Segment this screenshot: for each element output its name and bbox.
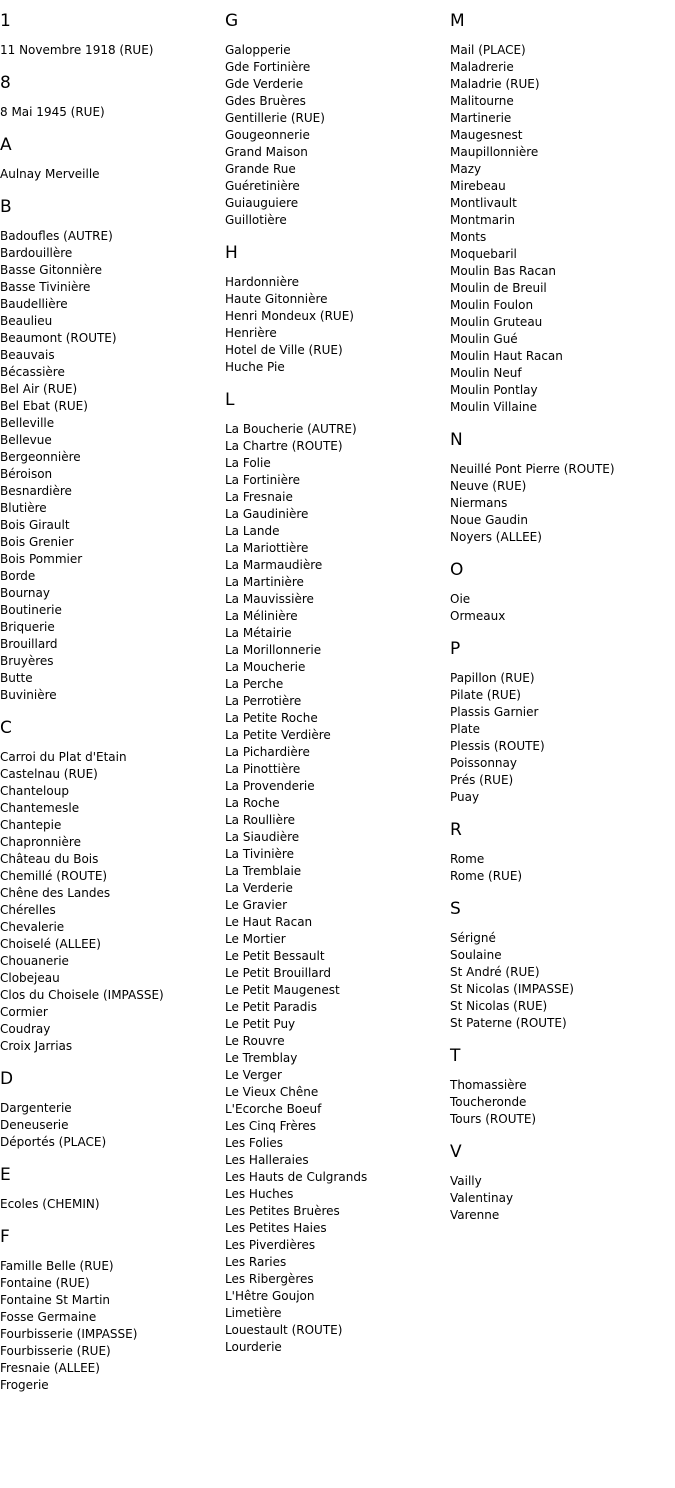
street-link[interactable]: Fourbisserie (RUE) [0, 1344, 111, 1358]
letter-group [0, 11, 225, 59]
street-link[interactable]: Badoufles (AUTRE) [0, 229, 113, 243]
street-link[interactable]: Galopperie [225, 43, 291, 57]
street-link[interactable]: Noue Gaudin [450, 513, 528, 527]
street-link[interactable]: Thomassière [450, 1078, 527, 1092]
letter-heading: B [0, 197, 12, 217]
street-list [0, 749, 225, 1055]
street-link[interactable]: La Mauvissière [225, 592, 314, 606]
street-link[interactable]: Haute Gitonnière [225, 292, 328, 306]
letter-group [0, 718, 225, 1055]
letter-group [450, 11, 675, 416]
street-link[interactable]: La Roche [225, 796, 280, 810]
street-link[interactable]: Beaulieu [0, 314, 53, 328]
street-link[interactable]: Moulin Pontlay [450, 383, 538, 397]
street-link[interactable]: St André (RUE) [450, 965, 540, 979]
letter-heading: S [450, 899, 461, 919]
letter-group [0, 1227, 225, 1394]
street-link[interactable]: La Gaudinière [225, 507, 309, 521]
street-link[interactable]: Henri Mondeux (RUE) [225, 309, 354, 323]
street-link[interactable]: 8 Mai 1945 (RUE) [0, 105, 105, 119]
street-link[interactable]: Plate [450, 722, 481, 736]
street-link[interactable]: La Petite Verdière [225, 728, 331, 742]
street-link[interactable]: Varenne [450, 1208, 500, 1222]
street-link[interactable]: L'Hêtre Goujon [225, 1289, 315, 1303]
street-link[interactable]: Baudellière [0, 297, 68, 311]
street-link[interactable]: Guillotière [225, 213, 287, 227]
letter-heading: 8 [0, 73, 11, 93]
street-link[interactable]: Choiselé (ALLEE) [0, 937, 101, 951]
street-link[interactable]: Bécassière [0, 365, 65, 379]
street-link[interactable]: La Perche [225, 677, 284, 691]
street-link[interactable]: Poissonnay [450, 756, 517, 770]
street-link[interactable]: Frogerie [0, 1378, 49, 1392]
street-link[interactable]: Basse Gitonnière [0, 263, 102, 277]
letter-heading: 1 [0, 11, 11, 31]
letter-group [225, 243, 450, 376]
letter-heading: O [450, 560, 464, 580]
street-link[interactable]: Le Vieux Chêne [225, 1085, 319, 1099]
street-link[interactable]: St Paterne (ROUTE) [450, 1016, 567, 1030]
street-link[interactable]: Moulin Bas Racan [450, 264, 557, 278]
letter-heading: R [450, 820, 462, 840]
street-link[interactable]: Gde Fortinière [225, 60, 311, 74]
street-link[interactable]: Deneuserie [0, 1118, 69, 1132]
letter-group [450, 899, 675, 1032]
street-link[interactable]: St Nicolas (RUE) [450, 999, 548, 1013]
street-list [450, 1173, 675, 1224]
street-list [450, 461, 675, 546]
street-list [225, 421, 450, 1356]
street-link[interactable]: Montlivault [450, 196, 517, 210]
street-link[interactable]: Déportés (PLACE) [0, 1135, 107, 1149]
letter-heading: F [0, 1227, 10, 1247]
street-link[interactable]: Bournay [0, 586, 50, 600]
street-list [0, 104, 225, 121]
street-link[interactable]: Les Huches [225, 1187, 294, 1201]
street-link[interactable]: Mazy [450, 162, 482, 176]
street-link[interactable]: Le Petit Maugenest [225, 983, 340, 997]
street-link[interactable]: Le Petit Bessault [225, 949, 325, 963]
letter-group [225, 390, 450, 1356]
letter-group [0, 73, 225, 121]
street-link[interactable]: La Fortinière [225, 473, 301, 487]
street-link[interactable]: Famille Belle (RUE) [0, 1259, 114, 1273]
street-link[interactable]: Bergeonnière [0, 450, 81, 464]
street-link[interactable]: La Tivinière [225, 847, 294, 861]
street-link[interactable]: Besnardière [0, 484, 72, 498]
street-list [450, 930, 675, 1032]
street-link[interactable]: Rome (RUE) [450, 869, 523, 883]
street-link[interactable]: Neuve (RUE) [450, 479, 527, 493]
street-link[interactable]: Guéretinière [225, 179, 300, 193]
street-link[interactable]: Gde Verderie [225, 77, 304, 91]
street-link[interactable]: Ecoles (CHEMIN) [0, 1197, 100, 1211]
street-link[interactable]: Le Haut Racan [225, 915, 313, 929]
street-link[interactable]: La Martinière [225, 575, 304, 589]
street-link[interactable]: Lourderie [225, 1340, 282, 1354]
street-link[interactable]: Brouillard [0, 637, 58, 651]
street-list [450, 42, 675, 416]
street-link[interactable]: Huche Pie [225, 360, 285, 374]
street-link[interactable]: Fosse Germaine [0, 1310, 97, 1324]
letter-heading: T [450, 1046, 461, 1066]
street-link[interactable]: Maladrie (RUE) [450, 77, 540, 91]
street-list [0, 166, 225, 183]
street-list [0, 1100, 225, 1151]
street-link[interactable]: Mirebeau [450, 179, 506, 193]
street-link[interactable]: Fresnaie (ALLEE) [0, 1361, 100, 1375]
street-link[interactable]: Les Petites Haies [225, 1221, 327, 1235]
street-list [0, 1196, 225, 1213]
street-link[interactable]: Limetière [225, 1306, 282, 1320]
street-link[interactable]: Noyers (ALLEE) [450, 530, 542, 544]
street-link[interactable]: Guiauguiere [225, 196, 299, 210]
street-link[interactable]: Moulin Villaine [450, 400, 538, 414]
street-link[interactable]: Pilate (RUE) [450, 688, 521, 702]
street-link[interactable]: Bellevue [0, 433, 52, 447]
street-link[interactable]: 11 Novembre 1918 (RUE) [0, 43, 154, 57]
street-index-column-1 [0, 11, 225, 1408]
street-link[interactable]: Bois Pommier [0, 552, 83, 566]
street-link[interactable]: Cormier [0, 1005, 48, 1019]
street-link[interactable]: Maugesnest [450, 128, 523, 142]
letter-heading: C [0, 718, 12, 738]
letter-heading: L [225, 390, 235, 410]
street-link[interactable]: Rome [450, 852, 485, 866]
street-link[interactable]: Bois Grenier [0, 535, 74, 549]
street-link[interactable]: Maladrerie [450, 60, 514, 74]
street-link[interactable]: Aulnay Merveille [0, 167, 100, 181]
street-link[interactable]: Hotel de Ville (RUE) [225, 343, 343, 357]
street-link[interactable]: Martinerie [450, 111, 512, 125]
street-link[interactable]: Valentinay [450, 1191, 514, 1205]
street-link[interactable]: Fontaine (RUE) [0, 1276, 90, 1290]
street-list [450, 1077, 675, 1128]
street-link[interactable]: Sérigné [450, 931, 496, 945]
street-link[interactable]: Les Ribergères [225, 1272, 314, 1286]
street-link[interactable]: Les Folies [225, 1136, 284, 1150]
street-link[interactable]: La Pinottière [225, 762, 301, 776]
street-link[interactable]: Le Mortier [225, 932, 286, 946]
street-link[interactable]: Hardonnière [225, 275, 300, 289]
street-link[interactable]: Carroi du Plat d'Etain [0, 750, 127, 764]
street-link[interactable]: Plassis Garnier [450, 705, 539, 719]
street-list [450, 591, 675, 625]
street-link[interactable]: Fontaine St Martin [0, 1293, 111, 1307]
street-list [225, 274, 450, 376]
street-link[interactable]: Chemillé (ROUTE) [0, 869, 108, 883]
street-link[interactable]: Chêne des Landes [0, 886, 111, 900]
letter-heading: M [450, 11, 465, 31]
street-link[interactable]: Neuillé Pont Pierre (ROUTE) [450, 462, 615, 476]
street-link[interactable]: Buvinière [0, 688, 57, 702]
letter-heading: D [0, 1069, 14, 1089]
street-link[interactable]: Boutinerie [0, 603, 62, 617]
street-link[interactable]: Basse Tivinière [0, 280, 91, 294]
street-link[interactable]: La Perrotière [225, 694, 302, 708]
street-link[interactable]: La Verderie [225, 881, 293, 895]
street-link[interactable]: Les Petites Bruères [225, 1204, 340, 1218]
letter-group [450, 820, 675, 885]
street-link[interactable]: Moulin Neuf [450, 366, 522, 380]
street-link[interactable]: La Marmaudière [225, 558, 323, 572]
street-link[interactable]: La Moucherie [225, 660, 306, 674]
street-link[interactable]: Papillon (RUE) [450, 671, 535, 685]
street-link[interactable]: Gentillerie (RUE) [225, 111, 325, 125]
street-link[interactable]: Beauvais [0, 348, 55, 362]
street-link[interactable]: Borde [0, 569, 36, 583]
street-link[interactable]: Les Halleraies [225, 1153, 309, 1167]
street-link[interactable]: La Mariottière [225, 541, 309, 555]
street-link[interactable]: La Pichardière [225, 745, 310, 759]
street-link[interactable]: Le Verger [225, 1068, 282, 1082]
street-link[interactable]: Gougeonnerie [225, 128, 310, 142]
letter-group [450, 1142, 675, 1224]
letter-heading: A [0, 135, 12, 155]
letter-heading: V [450, 1142, 462, 1162]
street-link[interactable]: Oie [450, 592, 471, 606]
street-link[interactable]: Soulaine [450, 948, 502, 962]
street-index-column-2 [225, 11, 450, 1370]
street-link[interactable]: La Chartre (ROUTE) [225, 439, 343, 453]
street-link[interactable]: Toucheronde [450, 1095, 527, 1109]
street-link[interactable]: Ormeaux [450, 609, 506, 623]
street-link[interactable]: Belleville [0, 416, 55, 430]
street-link[interactable]: Béroison [0, 467, 53, 481]
street-list [450, 851, 675, 885]
letter-heading: G [225, 11, 239, 31]
letter-group [0, 197, 225, 704]
street-link[interactable]: La Provenderie [225, 779, 315, 793]
street-link[interactable]: La Morillonnerie [225, 643, 322, 657]
street-link[interactable]: La Siaudière [225, 830, 300, 844]
street-link[interactable]: La Petite Roche [225, 711, 318, 725]
street-link[interactable]: Monts [450, 230, 487, 244]
street-link[interactable]: Niermans [450, 496, 508, 510]
street-link[interactable]: Grand Maison [225, 145, 308, 159]
street-link[interactable]: Mail (PLACE) [450, 43, 526, 57]
street-link[interactable]: La Lande [225, 524, 280, 538]
street-link[interactable]: Moulin Gruteau [450, 315, 543, 329]
street-link[interactable]: L'Ecorche Boeuf [225, 1102, 322, 1116]
street-link[interactable]: Le Gravier [225, 898, 288, 912]
street-link[interactable]: La Boucherie (AUTRE) [225, 422, 357, 436]
street-list [0, 42, 225, 59]
street-link[interactable]: Chantemesle [0, 801, 80, 815]
letter-heading: N [450, 430, 463, 450]
letter-group [0, 1069, 225, 1151]
street-link[interactable]: Les Hauts de Culgrands [225, 1170, 368, 1184]
street-index-column-3 [450, 11, 675, 1238]
street-link[interactable]: Gdes Bruères [225, 94, 306, 108]
street-link[interactable]: Chérelles [0, 903, 56, 917]
street-link[interactable]: Vailly [450, 1174, 482, 1188]
street-link[interactable]: Puay [450, 790, 480, 804]
street-link[interactable]: La Fresnaie [225, 490, 293, 504]
street-link[interactable]: Castelnau (RUE) [0, 767, 98, 781]
letter-group [450, 639, 675, 806]
street-link[interactable]: Beaumont (ROUTE) [0, 331, 117, 345]
street-link[interactable]: Le Rouvre [225, 1034, 285, 1048]
letter-group [0, 135, 225, 183]
letter-group [225, 11, 450, 229]
street-link[interactable]: Moulin Gué [450, 332, 518, 346]
street-link[interactable]: Croix Jarrias [0, 1039, 73, 1053]
street-link[interactable]: Moulin Foulon [450, 298, 534, 312]
street-link[interactable]: Tours (ROUTE) [450, 1112, 537, 1126]
letter-heading: P [450, 639, 461, 659]
street-link[interactable]: Montmarin [450, 213, 515, 227]
street-link[interactable]: Les Piverdières [225, 1238, 316, 1252]
street-link[interactable]: Chapronnière [0, 835, 81, 849]
street-link[interactable]: Louestault (ROUTE) [225, 1323, 343, 1337]
letter-group [0, 1165, 225, 1213]
street-link[interactable]: Dargenterie [0, 1101, 72, 1115]
letter-heading: H [225, 243, 238, 263]
street-link[interactable]: Le Petit Brouillard [225, 966, 331, 980]
street-link[interactable]: Clos du Choisele (IMPASSE) [0, 988, 164, 1002]
street-link[interactable]: Bel Ebat (RUE) [0, 399, 88, 413]
street-link[interactable]: St Nicolas (IMPASSE) [450, 982, 574, 996]
street-list [0, 228, 225, 704]
street-link[interactable]: Chevalerie [0, 920, 65, 934]
street-link[interactable]: Chouanerie [0, 954, 69, 968]
letter-group [450, 1046, 675, 1128]
street-link[interactable]: Butte [0, 671, 33, 685]
street-link[interactable]: Plessis (ROUTE) [450, 739, 545, 753]
street-link[interactable]: Bardouillère [0, 246, 73, 260]
street-link[interactable]: Bruyères [0, 654, 54, 668]
street-link[interactable]: Blutière [0, 501, 47, 515]
street-link[interactable]: Clobejeau [0, 971, 60, 985]
street-link[interactable]: Henrière [225, 326, 277, 340]
street-link[interactable]: La Métairie [225, 626, 292, 640]
street-link[interactable]: Le Tremblay [225, 1051, 298, 1065]
street-link[interactable]: La Folie [225, 456, 271, 470]
street-link[interactable]: Coudray [0, 1022, 51, 1036]
street-link[interactable]: Bel Air (RUE) [0, 382, 78, 396]
street-link[interactable]: La Mélinière [225, 609, 298, 623]
street-link[interactable]: Le Petit Puy [225, 1017, 296, 1031]
street-link[interactable]: Chanteloup [0, 784, 69, 798]
street-link[interactable]: Moulin Haut Racan [450, 349, 563, 363]
street-link[interactable]: La Tremblaie [225, 864, 302, 878]
street-link[interactable]: Les Raries [225, 1255, 287, 1269]
street-list [0, 1258, 225, 1394]
letter-heading: E [0, 1165, 11, 1185]
street-link[interactable]: Prés (RUE) [450, 773, 514, 787]
street-link[interactable]: Chantepie [0, 818, 62, 832]
street-link[interactable]: Moulin de Breuil [450, 281, 547, 295]
street-link[interactable]: Moquebaril [450, 247, 517, 261]
street-list [450, 670, 675, 806]
street-link[interactable]: Malitourne [450, 94, 514, 108]
street-link[interactable]: Le Petit Paradis [225, 1000, 317, 1014]
street-link[interactable]: Château du Bois [0, 852, 99, 866]
street-link[interactable]: Fourbisserie (IMPASSE) [0, 1327, 138, 1341]
letter-group [450, 560, 675, 625]
street-link[interactable]: La Roullière [225, 813, 296, 827]
street-list [225, 42, 450, 229]
street-link[interactable]: Les Cinq Frères [225, 1119, 317, 1133]
street-link[interactable]: Maupillonnière [450, 145, 539, 159]
street-link[interactable]: Bois Girault [0, 518, 70, 532]
letter-group [450, 430, 675, 546]
street-link[interactable]: Briquerie [0, 620, 55, 634]
street-link[interactable]: Grande Rue [225, 162, 296, 176]
